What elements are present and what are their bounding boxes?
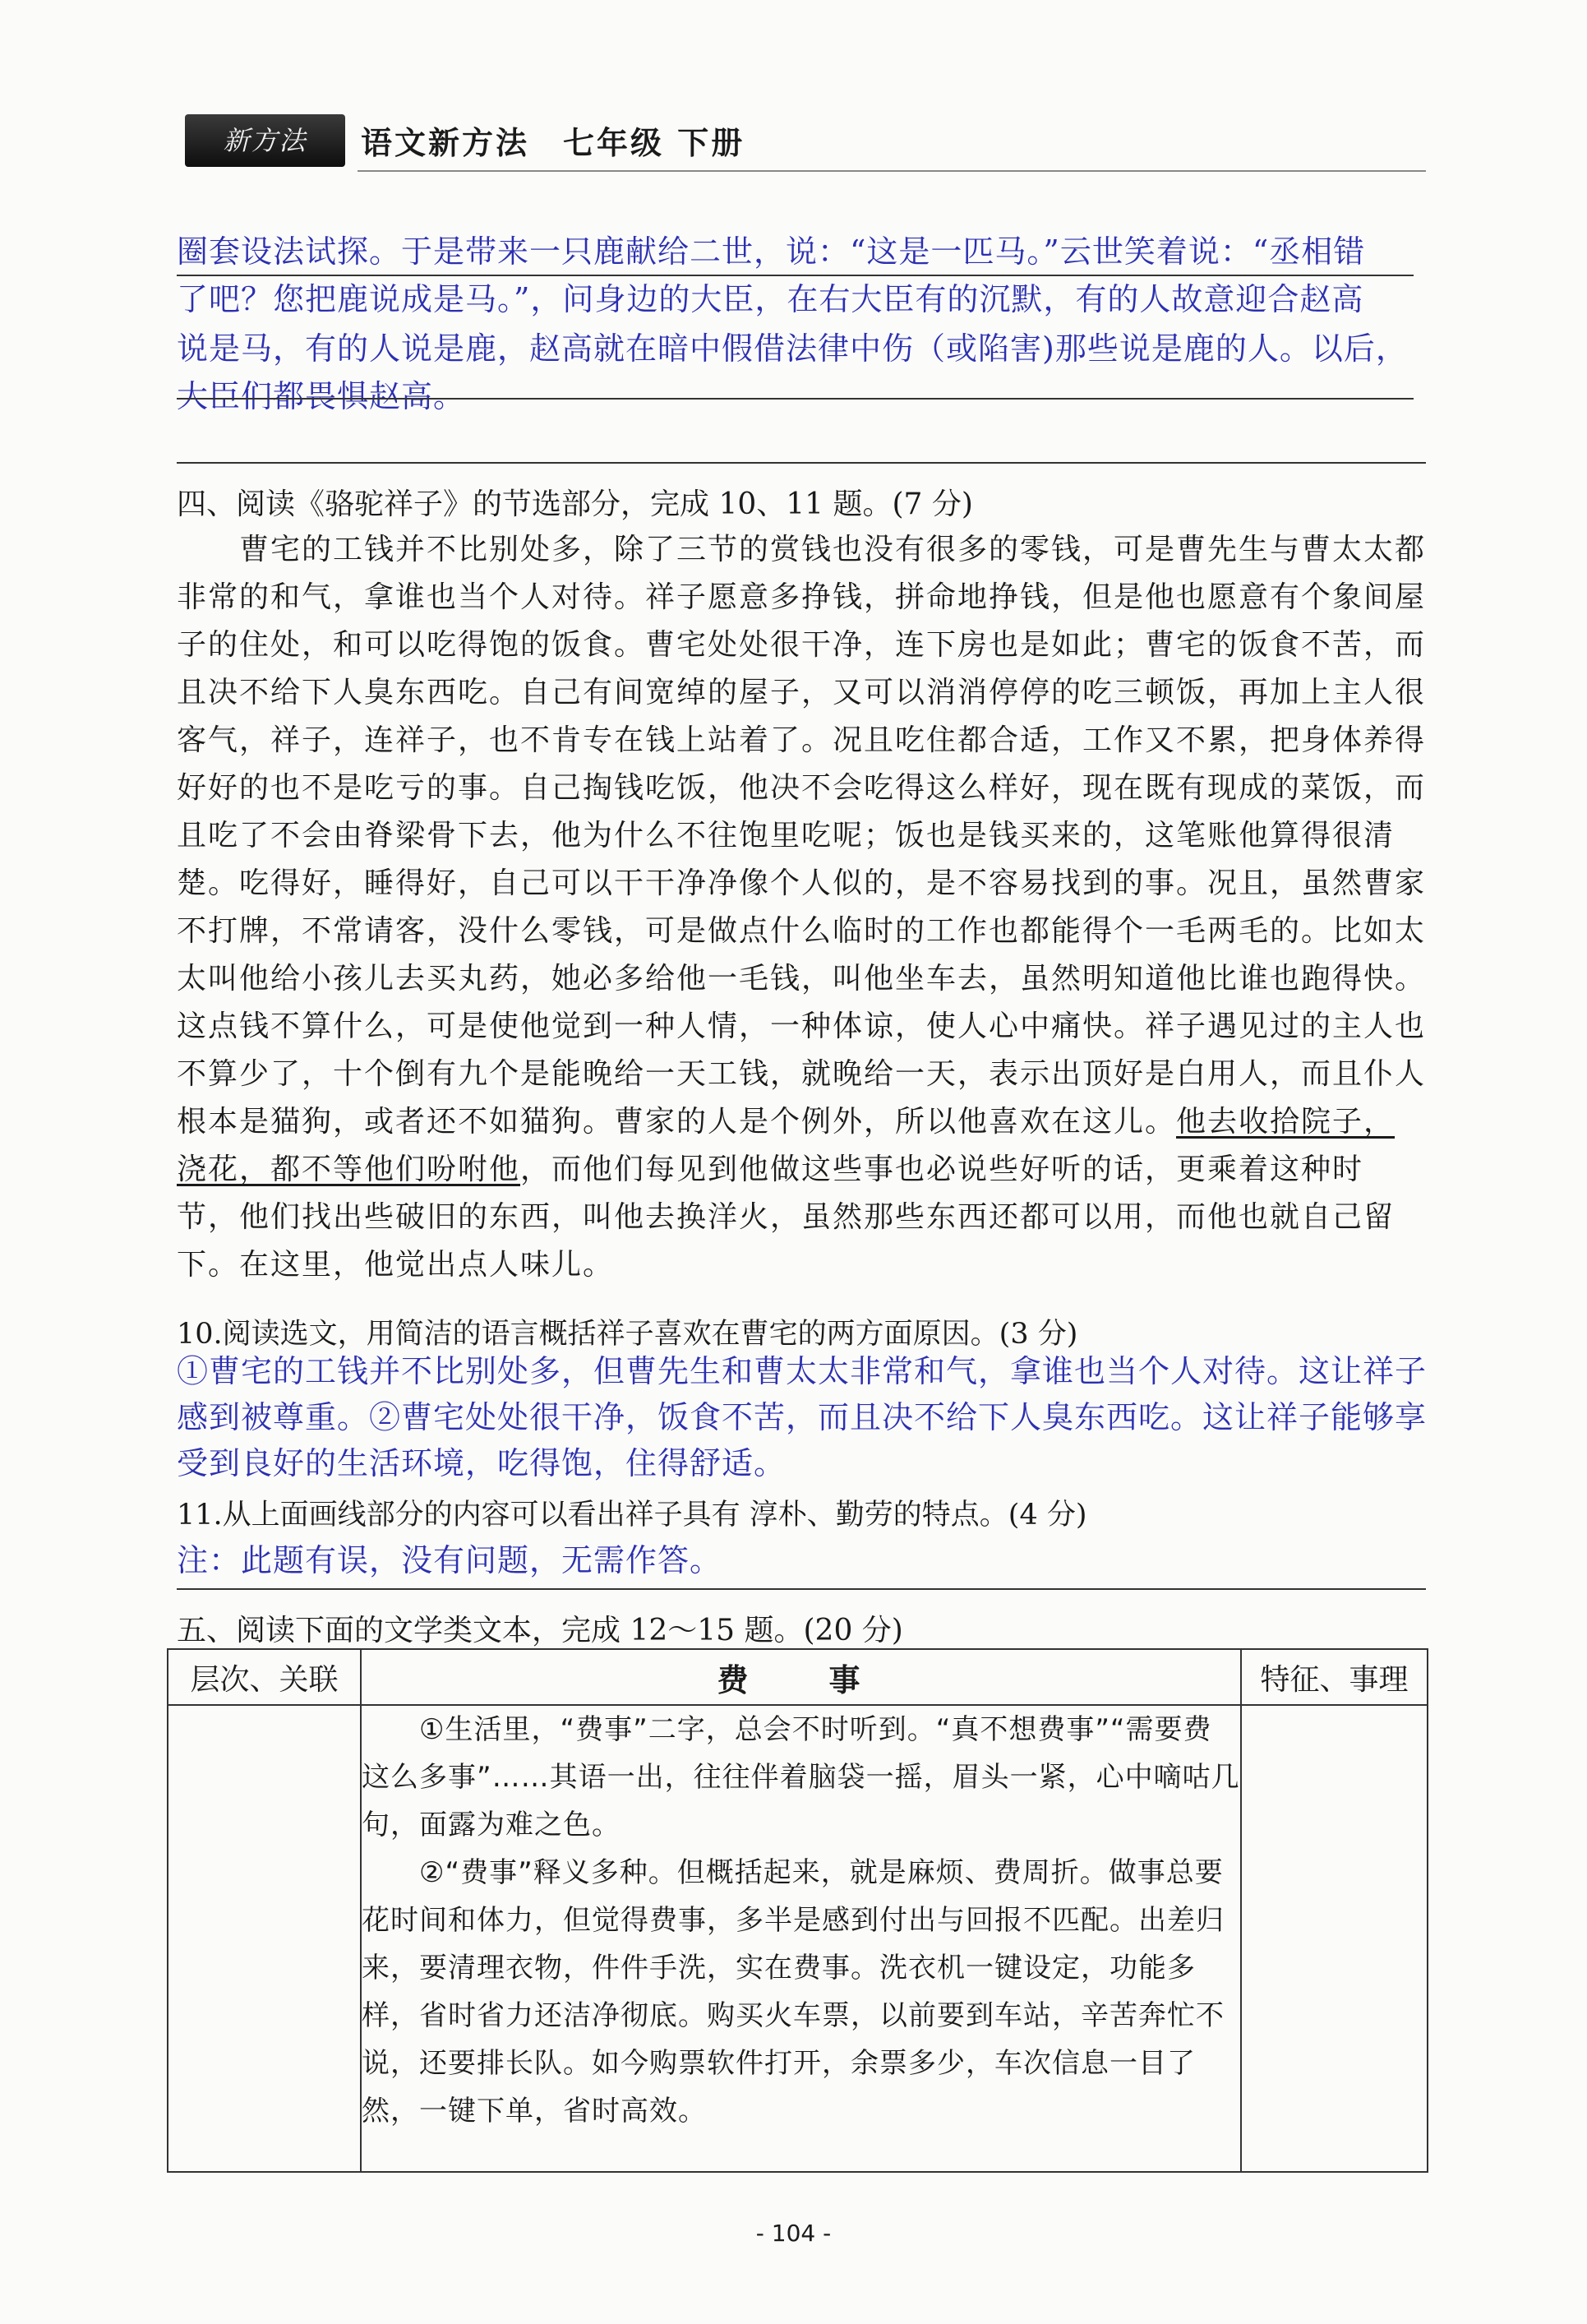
answer-11: 注：此题有误，没有问题，无需作答。 <box>177 1542 722 1578</box>
book-title: 语文新方法 七年级 下册 <box>361 125 745 161</box>
passage-text: 曹宅的工钱并不比别处多，除了三节的赏钱也没有很多的零钱，可是曹先生与曹太太都非常的和气，拿谁也当个人对待。祥子愿意多挣钱，拼命地挣钱，但是他也愿意有个象间屋子的住处，和可以吃得饱的饭食。曹宅处处很干净，连下房也是如此；曹宅的饭食不苦，而且决不给下人臭东西吃。自己有间宽绰的屋子，又可以消消停停的吃三顿饭，再加上主人很客气，祥子，连祥子，也不肯专在钱上站着了。况且吃住都合适，工作又不累，把身体养得好好的也不是吃亏的事。自己掏钱吃饭，他决不会吃得这么样好，现在既有现成的菜饭，而且吃了不会由脊梁骨下去，他为什么不往饱里吃呢；饭也是钱买来的，这笔账他算得很清楚。吃得好，睡得好，自己可以干干净净像个人似的，是不容易找到的事。况且，虽然曹家不打牌，不常请客，没什么零钱，可是做点什么临时的工作也都能得个一毛两毛的。比如太太叫他给小孩儿去买丸药，她必多给他一毛钱，叫他坐车去，虽然明知道他比谁也跑得快。这点钱不算什么，可是使他觉到一种人情，一种体谅，使人心中痛快。祥子遇见过的主人也不算少了，十个倒有九个是能晚给一天工钱，就晚给一天，表示出顶好是白用人，而且仆人根本是猫狗，或者还不如猫狗。曹家的人是个例外，所以他喜欢在这儿。 <box>177 533 1427 1139</box>
article-para-1: ①生活里，“费事”二字，总会不时听到。“真不想费事”“需要费这么多事”……其语一出，往往伴着脑袋一摇，眉头一紧，心中嘀咕几句，面露为难之色。 <box>362 1713 1240 1841</box>
brand-logo: 新方法 <box>185 114 345 167</box>
header-divider <box>358 170 1426 172</box>
answer-line-4: 大臣们都畏惧赵高。 <box>177 378 466 414</box>
answer-line-2: 了吧？您把鹿说成是马。”，问身边的大臣，在右大臣有的沉默，有的人故意迎合赵高 <box>177 281 1364 317</box>
page-header <box>185 111 1426 170</box>
reading-table <box>167 1648 1428 2173</box>
section4-title: 四、阅读《骆驼祥子》的节选部分，完成 10、11 题。(7 分) <box>177 487 973 521</box>
answer-rule-1 <box>177 275 1414 276</box>
section5-title: 五、阅读下面的文学类文本，完成 12～15 题。(20 分) <box>177 1614 903 1647</box>
cell-feature-blank <box>1241 1705 1428 2172</box>
page-number: - 104 - <box>755 2220 832 2247</box>
question-11: 11.从上面画线部分的内容可以看出祥子具有 淳朴、勤劳的特点。(4 分) <box>177 1499 1087 1532</box>
col-header-article <box>361 1649 1241 1705</box>
passage-text-end: ，而他们每见到他做这些事也必说些好听的话，更乘着这种时节，他们找出些破旧的东西，叫他去换洋火，虽然那些东西还都可以用，而他也就自己留下。在这里，他觉出点人味儿。 <box>177 1153 1396 1282</box>
answer-11-rule <box>177 1588 1426 1590</box>
article-body <box>361 1705 1241 2172</box>
col-header-feature: 特征、事理 <box>1241 1649 1428 1705</box>
answer-rule-2 <box>177 398 1414 400</box>
cell-level-blank <box>168 1705 361 2172</box>
answer-10: ①曹宅的工钱并不比别处多，但曹先生和曹太太非常和气，拿谁也当个人对待。这让祥子感到被尊重。②曹宅处处很干净，饭食不苦，而且决不给下人臭东西吃。这让祥子能够享受到良好的生活环境，吃得饱，住得舒适。 <box>177 1353 1428 1481</box>
answer-line-1: 圈套设法试探。于是带来一只鹿献给二世，说：“这是一匹马。”云世笑着说：“丞相错 <box>177 233 1366 270</box>
question-10: 10.阅读选文，用简洁的语言概括祥子喜欢在曹宅的两方面原因。(3 分) <box>177 1318 1078 1351</box>
article-para-2: ②“费事”释义多种。但概括起来，就是麻烦、费周折。做事总要花时间和体力，但觉得费事，多半是感到付出与回报不匹配。出差归来，要清理衣物，件件手洗，实在费事。洗衣机一键设定，功能多样，省时省力还洁净彻底。购买火车票，以前要到车站，辛苦奔忙不说，还要排长队。如今购票软件打开，余票多少，车次信息一目了然，一键下单，省时高效。 <box>362 1856 1225 2128</box>
underlined-passage: 他去收拾院子，浇花，都不等他们吩咐他 <box>177 1105 1396 1186</box>
col-header-level: 层次、关联 <box>168 1649 361 1705</box>
answer-rule-3 <box>177 462 1426 464</box>
article-title: 费 事 <box>717 1661 885 1698</box>
answer-line-3: 说是马，有的人说是鹿，赵高就在暗中假借法律中伤（或陷害)那些说是鹿的人。以后， <box>177 330 1408 367</box>
section4-passage <box>177 526 1426 1289</box>
